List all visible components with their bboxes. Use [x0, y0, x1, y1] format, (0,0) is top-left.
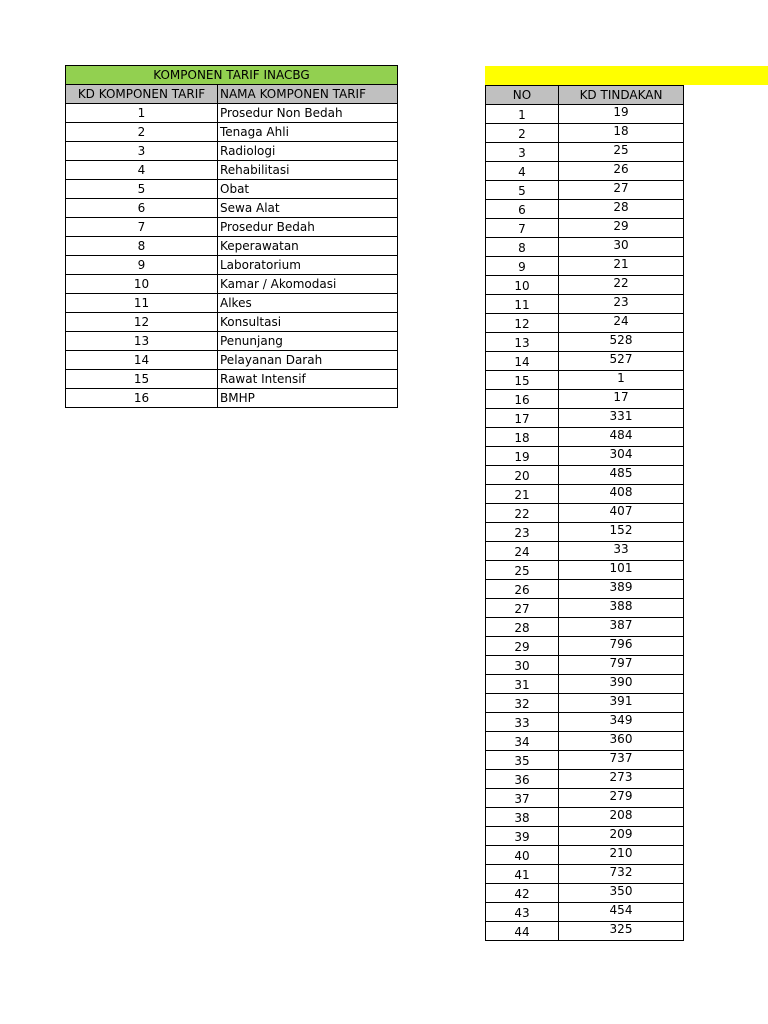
kd-komponen-cell: 15	[66, 370, 218, 389]
tindakan-table-body	[486, 105, 684, 941]
nama-komponen-cell: Alkes	[218, 294, 398, 313]
tindakan-row	[486, 637, 684, 656]
no-cell: 36	[486, 770, 559, 789]
no-cell: 10	[486, 276, 559, 295]
tindakan-row	[486, 713, 684, 732]
tindakan-row	[486, 789, 684, 808]
no-cell: 6	[486, 200, 559, 219]
kd-tindakan-cell: 408	[559, 485, 684, 504]
tindakan-row	[486, 447, 684, 466]
komponen-row	[66, 256, 398, 275]
no-cell: 5	[486, 181, 559, 200]
nama-komponen-header: NAMA KOMPONEN TARIF	[218, 85, 398, 104]
kd-tindakan-cell: 273	[559, 770, 684, 789]
tindakan-row	[486, 922, 684, 941]
tindakan-row	[486, 808, 684, 827]
kd-tindakan-cell: 28	[559, 200, 684, 219]
kd-tindakan-cell: 360	[559, 732, 684, 751]
komponen-tarif-table	[65, 65, 398, 408]
no-cell: 3	[486, 143, 559, 162]
komponen-row	[66, 161, 398, 180]
kd-tindakan-cell: 349	[559, 713, 684, 732]
kd-tindakan-header: KD TINDAKAN	[559, 86, 684, 105]
kd-komponen-cell: 5	[66, 180, 218, 199]
tindakan-row	[486, 276, 684, 295]
tindakan-row	[486, 162, 684, 181]
tindakan-row	[486, 580, 684, 599]
kd-tindakan-cell: 33	[559, 542, 684, 561]
kd-tindakan-cell: 388	[559, 599, 684, 618]
nama-komponen-cell: Tenaga Ahli	[218, 123, 398, 142]
tindakan-row	[486, 428, 684, 447]
tindakan-row	[486, 884, 684, 903]
tindakan-row	[486, 333, 684, 352]
tindakan-row	[486, 238, 684, 257]
highlight-bar	[485, 66, 768, 85]
no-cell: 14	[486, 352, 559, 371]
no-cell: 33	[486, 713, 559, 732]
no-cell: 31	[486, 675, 559, 694]
kd-tindakan-cell: 389	[559, 580, 684, 599]
tindakan-row	[486, 903, 684, 922]
tindakan-header-row	[486, 86, 684, 105]
komponen-row	[66, 332, 398, 351]
komponen-row	[66, 275, 398, 294]
tindakan-row	[486, 694, 684, 713]
komponen-table-title: KOMPONEN TARIF INACBG	[66, 66, 398, 85]
tindakan-row	[486, 219, 684, 238]
tindakan-row	[486, 865, 684, 884]
nama-komponen-cell: Keperawatan	[218, 237, 398, 256]
tindakan-row	[486, 504, 684, 523]
kd-tindakan-cell: 18	[559, 124, 684, 143]
komponen-row	[66, 313, 398, 332]
no-header: NO	[486, 86, 559, 105]
kd-tindakan-cell: 732	[559, 865, 684, 884]
komponen-header-row	[66, 85, 398, 104]
kd-tindakan-cell: 797	[559, 656, 684, 675]
no-cell: 15	[486, 371, 559, 390]
komponen-row	[66, 351, 398, 370]
kd-komponen-cell: 12	[66, 313, 218, 332]
tindakan-row	[486, 124, 684, 143]
komponen-row	[66, 180, 398, 199]
tindakan-row	[486, 295, 684, 314]
tindakan-row	[486, 542, 684, 561]
kd-tindakan-cell: 21	[559, 257, 684, 276]
nama-komponen-cell: Rehabilitasi	[218, 161, 398, 180]
no-cell: 16	[486, 390, 559, 409]
kd-tindakan-cell: 29	[559, 219, 684, 238]
no-cell: 9	[486, 257, 559, 276]
tindakan-row	[486, 257, 684, 276]
kd-komponen-cell: 6	[66, 199, 218, 218]
no-cell: 43	[486, 903, 559, 922]
komponen-row	[66, 389, 398, 408]
kd-komponen-cell: 2	[66, 123, 218, 142]
nama-komponen-cell: Radiologi	[218, 142, 398, 161]
kd-tindakan-cell: 527	[559, 352, 684, 371]
kd-tindakan-cell: 391	[559, 694, 684, 713]
tindakan-row	[486, 409, 684, 428]
no-cell: 40	[486, 846, 559, 865]
tindakan-row	[486, 143, 684, 162]
kd-komponen-cell: 9	[66, 256, 218, 275]
nama-komponen-cell: Laboratorium	[218, 256, 398, 275]
kd-tindakan-cell: 737	[559, 751, 684, 770]
kd-tindakan-cell: 152	[559, 523, 684, 542]
kd-tindakan-cell: 17	[559, 390, 684, 409]
tindakan-row	[486, 390, 684, 409]
no-cell: 17	[486, 409, 559, 428]
no-cell: 25	[486, 561, 559, 580]
kd-tindakan-cell: 30	[559, 238, 684, 257]
tindakan-row	[486, 485, 684, 504]
no-cell: 19	[486, 447, 559, 466]
no-cell: 26	[486, 580, 559, 599]
tindakan-row	[486, 314, 684, 333]
kd-tindakan-cell: 22	[559, 276, 684, 295]
komponen-row	[66, 237, 398, 256]
komponen-row	[66, 199, 398, 218]
no-cell: 30	[486, 656, 559, 675]
kd-tindakan-cell: 484	[559, 428, 684, 447]
nama-komponen-cell: Obat	[218, 180, 398, 199]
kd-tindakan-cell: 23	[559, 295, 684, 314]
no-cell: 34	[486, 732, 559, 751]
kd-komponen-cell: 8	[66, 237, 218, 256]
kd-tindakan-cell: 101	[559, 561, 684, 580]
nama-komponen-cell: BMHP	[218, 389, 398, 408]
nama-komponen-cell: Prosedur Non Bedah	[218, 104, 398, 123]
kd-komponen-cell: 14	[66, 351, 218, 370]
nama-komponen-cell: Rawat Intensif	[218, 370, 398, 389]
kd-komponen-cell: 11	[66, 294, 218, 313]
no-cell: 8	[486, 238, 559, 257]
tindakan-row	[486, 599, 684, 618]
tindakan-row	[486, 675, 684, 694]
no-cell: 12	[486, 314, 559, 333]
kd-tindakan-table	[485, 85, 684, 941]
kd-komponen-cell: 16	[66, 389, 218, 408]
kd-komponen-cell: 7	[66, 218, 218, 237]
komponen-row	[66, 294, 398, 313]
kd-komponen-header: KD KOMPONEN TARIF	[66, 85, 218, 104]
kd-tindakan-cell: 407	[559, 504, 684, 523]
tindakan-row	[486, 200, 684, 219]
kd-tindakan-cell: 387	[559, 618, 684, 637]
nama-komponen-cell: Sewa Alat	[218, 199, 398, 218]
tindakan-row	[486, 352, 684, 371]
nama-komponen-cell: Kamar / Akomodasi	[218, 275, 398, 294]
kd-tindakan-cell: 26	[559, 162, 684, 181]
tindakan-row	[486, 561, 684, 580]
tindakan-row	[486, 181, 684, 200]
tindakan-row	[486, 846, 684, 865]
nama-komponen-cell: Penunjang	[218, 332, 398, 351]
kd-tindakan-cell: 350	[559, 884, 684, 903]
kd-tindakan-cell: 304	[559, 447, 684, 466]
no-cell: 32	[486, 694, 559, 713]
kd-tindakan-cell: 331	[559, 409, 684, 428]
no-cell: 1	[486, 105, 559, 124]
kd-tindakan-cell: 25	[559, 143, 684, 162]
no-cell: 2	[486, 124, 559, 143]
tindakan-row	[486, 523, 684, 542]
kd-tindakan-cell: 279	[559, 789, 684, 808]
no-cell: 22	[486, 504, 559, 523]
no-cell: 18	[486, 428, 559, 447]
no-cell: 41	[486, 865, 559, 884]
tindakan-row	[486, 466, 684, 485]
no-cell: 27	[486, 599, 559, 618]
kd-tindakan-cell: 1	[559, 371, 684, 390]
nama-komponen-cell: Konsultasi	[218, 313, 398, 332]
no-cell: 37	[486, 789, 559, 808]
komponen-row	[66, 370, 398, 389]
no-cell: 28	[486, 618, 559, 637]
nama-komponen-cell: Pelayanan Darah	[218, 351, 398, 370]
no-cell: 24	[486, 542, 559, 561]
kd-tindakan-cell: 528	[559, 333, 684, 352]
no-cell: 20	[486, 466, 559, 485]
kd-komponen-cell: 1	[66, 104, 218, 123]
kd-tindakan-cell: 390	[559, 675, 684, 694]
tindakan-row	[486, 770, 684, 789]
kd-tindakan-cell: 208	[559, 808, 684, 827]
tindakan-row	[486, 827, 684, 846]
tindakan-row	[486, 371, 684, 390]
tindakan-row	[486, 618, 684, 637]
komponen-row	[66, 218, 398, 237]
komponen-row	[66, 104, 398, 123]
tindakan-row	[486, 105, 684, 124]
kd-tindakan-cell: 24	[559, 314, 684, 333]
tindakan-row	[486, 751, 684, 770]
kd-komponen-cell: 4	[66, 161, 218, 180]
komponen-table-body	[66, 104, 398, 408]
no-cell: 4	[486, 162, 559, 181]
kd-tindakan-cell: 454	[559, 903, 684, 922]
no-cell: 11	[486, 295, 559, 314]
kd-komponen-cell: 13	[66, 332, 218, 351]
tindakan-row	[486, 656, 684, 675]
kd-komponen-cell: 3	[66, 142, 218, 161]
tindakan-row	[486, 732, 684, 751]
no-cell: 13	[486, 333, 559, 352]
kd-tindakan-cell: 325	[559, 922, 684, 941]
komponen-row	[66, 142, 398, 161]
no-cell: 7	[486, 219, 559, 238]
komponen-row	[66, 123, 398, 142]
no-cell: 39	[486, 827, 559, 846]
kd-tindakan-cell: 796	[559, 637, 684, 656]
no-cell: 21	[486, 485, 559, 504]
no-cell: 23	[486, 523, 559, 542]
kd-komponen-cell: 10	[66, 275, 218, 294]
kd-tindakan-cell: 27	[559, 181, 684, 200]
komponen-title-row	[66, 66, 398, 85]
kd-tindakan-cell: 209	[559, 827, 684, 846]
kd-tindakan-cell: 19	[559, 105, 684, 124]
no-cell: 42	[486, 884, 559, 903]
kd-tindakan-cell: 485	[559, 466, 684, 485]
no-cell: 29	[486, 637, 559, 656]
no-cell: 35	[486, 751, 559, 770]
no-cell: 38	[486, 808, 559, 827]
kd-tindakan-cell: 210	[559, 846, 684, 865]
nama-komponen-cell: Prosedur Bedah	[218, 218, 398, 237]
no-cell: 44	[486, 922, 559, 941]
